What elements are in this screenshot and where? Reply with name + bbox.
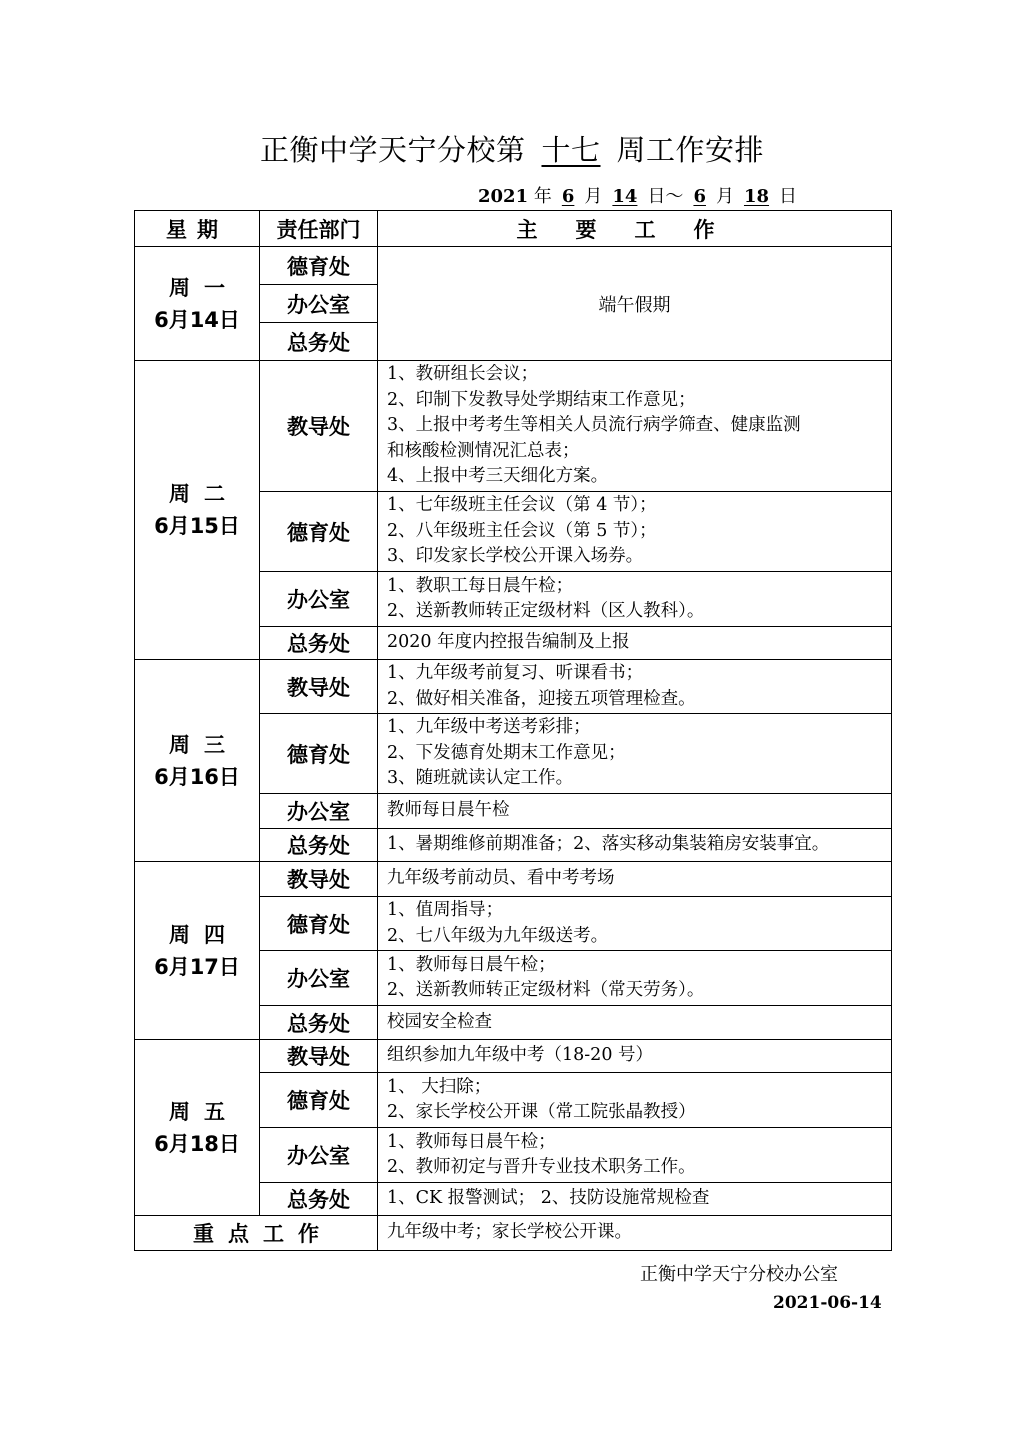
key-work-label: 重点工作 bbox=[135, 1216, 378, 1251]
dept-cell: 总务处 bbox=[260, 1183, 378, 1216]
day-date: 6月15日 bbox=[154, 514, 240, 538]
table-row bbox=[135, 1040, 892, 1073]
date-start-day: 14 bbox=[612, 186, 638, 207]
dept-cell: 德育处 bbox=[260, 492, 378, 572]
dept-cell: 总务处 bbox=[260, 627, 378, 660]
work-line: 和核酸检测情况汇总表； bbox=[387, 440, 580, 461]
date-year: 2021 bbox=[478, 186, 529, 207]
work-line: 1、暑期维修前期准备；2、落实移动集装箱房安装事宜。 bbox=[387, 834, 830, 855]
document-title bbox=[0, 128, 1024, 169]
work-line: 1、教师每日晨午检； bbox=[387, 954, 556, 975]
dept-cell: 总务处 bbox=[260, 323, 378, 361]
work-line: 2、家长学校公开课（常工院张晶教授） bbox=[387, 1102, 696, 1122]
title-prefix: 正衡中学天宁分校第 bbox=[259, 133, 526, 167]
work-line: 1、七年级班主任会议（第 4 节）； bbox=[387, 495, 657, 516]
work-line: 1、 大扫除； bbox=[387, 1076, 492, 1097]
table-row bbox=[135, 862, 892, 897]
table-row bbox=[135, 361, 892, 492]
work-line: 3、上报中考考生等相关人员流行病学筛查、健康监测 bbox=[387, 415, 801, 436]
day-cell-tuesday bbox=[135, 361, 260, 660]
day-cell-friday bbox=[135, 1040, 260, 1216]
date-end-month: 6 bbox=[693, 186, 706, 207]
dept-cell: 总务处 bbox=[260, 829, 378, 862]
work-line: 教师每日晨午检 bbox=[387, 800, 510, 821]
title-suffix: 周工作安排 bbox=[616, 133, 765, 167]
work-cell bbox=[378, 1183, 892, 1216]
work-cell bbox=[378, 492, 892, 572]
work-line: 2、教师初定与晋升专业技术职务工作。 bbox=[387, 1157, 696, 1177]
work-line: 1、教师每日晨午检； bbox=[387, 1131, 556, 1152]
footer-office: 正衡中学天宁分校办公室 bbox=[640, 1264, 838, 1285]
date-end-day: 18 bbox=[743, 186, 770, 207]
title-week-number: 十七 bbox=[541, 133, 601, 167]
schedule-table bbox=[134, 210, 892, 1251]
work-line: 4、上报中考三天细化方案。 bbox=[387, 466, 609, 487]
work-line: 2、送新教师转正定级材料（区人教科）。 bbox=[387, 601, 705, 621]
dept-cell: 总务处 bbox=[260, 1006, 378, 1040]
work-line: 2020 年度内控报告编制及上报 bbox=[387, 632, 630, 653]
day-cell-monday bbox=[135, 247, 260, 361]
work-cell bbox=[378, 361, 892, 492]
date-end-month-label: 月 bbox=[715, 186, 734, 207]
dept-cell: 办公室 bbox=[260, 572, 378, 627]
date-range bbox=[478, 182, 797, 208]
work-line: 3、随班就读认定工作。 bbox=[387, 768, 574, 789]
dept-cell: 德育处 bbox=[260, 714, 378, 794]
dept-cell: 办公室 bbox=[260, 794, 378, 829]
date-start-month: 6 bbox=[561, 186, 575, 207]
date-day-label: 日～ bbox=[647, 186, 684, 207]
date-year-label: 年 bbox=[533, 186, 552, 207]
header-main-work: 主要工作 bbox=[378, 211, 892, 247]
day-name: 周一 bbox=[169, 275, 239, 300]
work-line: 组织参加九年级中考（18-20 号） bbox=[387, 1045, 654, 1066]
dept-cell: 德育处 bbox=[260, 247, 378, 285]
work-line: 2、八年级班主任会议（第 5 节）； bbox=[387, 520, 657, 541]
work-line: 1、值周指导； bbox=[387, 900, 504, 920]
work-cell bbox=[378, 1128, 892, 1183]
work-cell bbox=[378, 794, 892, 829]
key-work-content: 九年级中考；家长学校公开课。 bbox=[378, 1216, 892, 1251]
dept-cell: 办公室 bbox=[260, 285, 378, 323]
work-line: 1、CK 报警测试； 2、技防设施常规检查 bbox=[387, 1188, 710, 1209]
day-cell-thursday bbox=[135, 862, 260, 1040]
footer-date: 2021-06-14 bbox=[773, 1293, 882, 1313]
work-line: 2、七八年级为九年级送考。 bbox=[387, 925, 609, 946]
dept-cell: 办公室 bbox=[260, 1128, 378, 1183]
work-cell bbox=[378, 627, 892, 660]
table-row bbox=[135, 660, 892, 714]
dept-cell: 教导处 bbox=[260, 660, 378, 714]
work-line: 3、印发家长学校公开课入场券。 bbox=[387, 546, 644, 567]
work-cell bbox=[378, 1040, 892, 1073]
work-line: 1、教研组长会议； bbox=[387, 364, 539, 385]
work-cell bbox=[378, 714, 892, 794]
work-cell bbox=[378, 951, 892, 1006]
work-line: 2、印制下发教导处学期结束工作意见； bbox=[387, 389, 696, 410]
table-header-row bbox=[135, 211, 892, 247]
work-cell bbox=[378, 829, 892, 862]
dept-cell: 教导处 bbox=[260, 1040, 378, 1073]
work-line: 2、做好相关准备，迎接五项管理检查。 bbox=[387, 688, 696, 709]
work-cell-monday: 端午假期 bbox=[378, 247, 892, 361]
work-line: 1、教职工每日晨午检； bbox=[387, 575, 574, 596]
date-end-day-label: 日 bbox=[779, 186, 798, 207]
day-date: 6月14日 bbox=[154, 307, 240, 332]
dept-cell: 办公室 bbox=[260, 951, 378, 1006]
work-cell bbox=[378, 1073, 892, 1128]
work-cell bbox=[378, 1006, 892, 1040]
work-line: 校园安全检查 bbox=[387, 1011, 492, 1032]
key-work-row bbox=[135, 1216, 892, 1251]
day-date: 6月16日 bbox=[154, 764, 240, 789]
dept-cell: 教导处 bbox=[260, 862, 378, 897]
date-month-label: 月 bbox=[584, 186, 603, 207]
work-cell bbox=[378, 660, 892, 714]
table-row bbox=[135, 247, 892, 285]
day-name: 周四 bbox=[169, 922, 239, 947]
work-line: 九年级考前动员、看中考考场 bbox=[387, 868, 615, 889]
day-name: 周五 bbox=[169, 1099, 239, 1124]
dept-cell: 德育处 bbox=[260, 897, 378, 951]
header-weekday: 星期 bbox=[135, 211, 260, 247]
dept-cell: 德育处 bbox=[260, 1073, 378, 1128]
work-line: 2、下发德育处期末工作意见； bbox=[387, 742, 626, 763]
day-name: 周二 bbox=[169, 482, 239, 506]
work-line: 1、九年级中考送考彩排； bbox=[387, 717, 591, 738]
day-date: 6月17日 bbox=[154, 954, 240, 979]
day-cell-wednesday bbox=[135, 660, 260, 862]
work-cell bbox=[378, 897, 892, 951]
day-date: 6月18日 bbox=[154, 1131, 240, 1156]
work-cell bbox=[378, 862, 892, 897]
work-line: 2、送新教师转正定级材料（常天劳务）。 bbox=[387, 980, 705, 1000]
day-name: 周三 bbox=[169, 732, 239, 757]
dept-cell: 教导处 bbox=[260, 361, 378, 492]
work-line: 1、九年级考前复习、听课看书； bbox=[387, 663, 644, 683]
header-department: 责任部门 bbox=[260, 211, 378, 247]
work-cell bbox=[378, 572, 892, 627]
